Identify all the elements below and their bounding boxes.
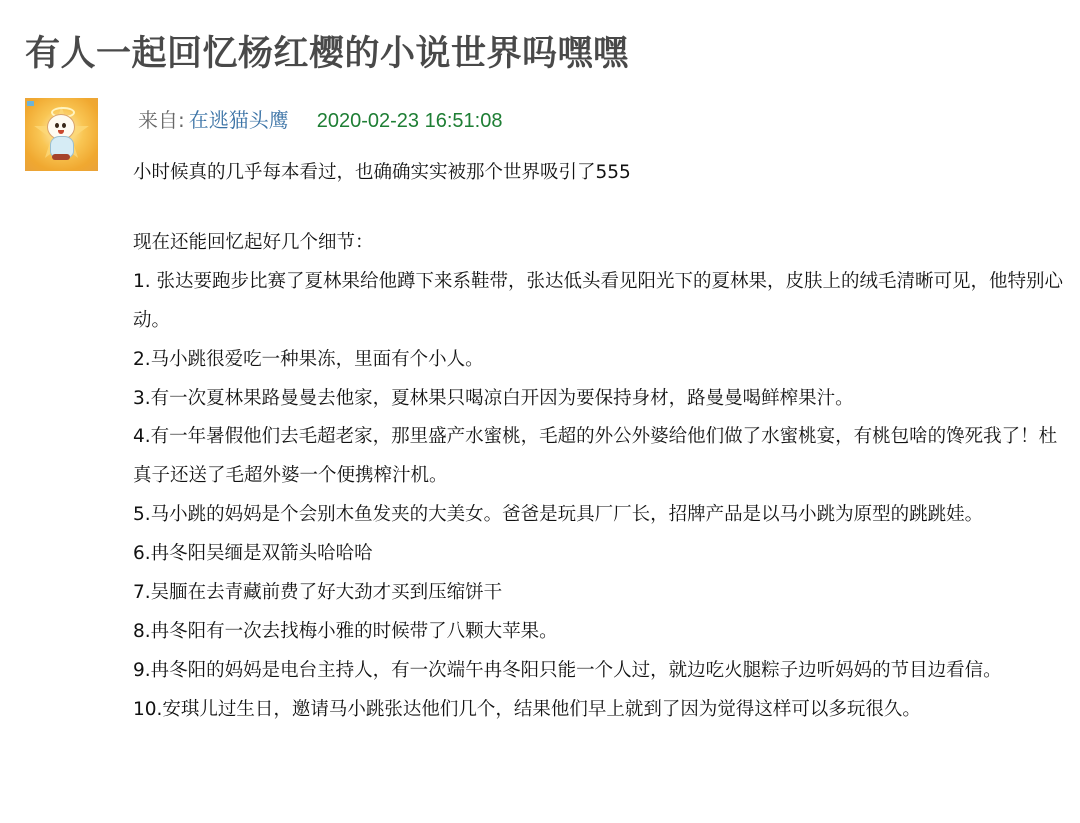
intro-paragraph: 小时候真的几乎每本看过，也确确实实被那个世界吸引了555 <box>133 162 631 183</box>
list-item-2: 2.马小跳很爱吃一种果冻，里面有个小人。 <box>133 348 484 370</box>
user-avatar[interactable] <box>25 98 98 171</box>
list-item-8: 8.冉冬阳有一次去找梅小雅的时候带了八颗大苹果。 <box>133 620 558 642</box>
lead-line: 现在还能回忆起好几个细节： <box>133 231 374 253</box>
eye-right <box>62 123 66 128</box>
paragraph-spacer <box>133 193 1068 224</box>
from-label: 来自: <box>138 108 185 132</box>
post-title: 有人一起回忆杨红樱的小说世界吗嘿嘿 <box>25 34 629 74</box>
list-item-5: 5.马小跳的妈妈是个会别木鱼发夹的大美女。爸爸是玩具厂厂长，招牌产品是以马小跳为原型的跳跳娃。 <box>133 504 984 526</box>
badge-mark-icon <box>27 101 34 106</box>
post-body <box>133 154 1068 730</box>
eye-left <box>55 123 59 128</box>
list-item-9: 9.冉冬阳的妈妈是电台主持人，有一次端午冉冬阳只能一个人过，就边吃火腿粽子边听妈妈的节目边看信。 <box>133 659 1002 681</box>
post-datetime: 2020-02-23 16:51:08 <box>316 110 503 132</box>
post-meta <box>138 106 502 135</box>
list-item-1: 1. 张达要跑步比赛了夏林果给他蹲下来系鞋带，张达低头看见阳光下的夏林果，皮肤上的绒毛清晰可见，他特别心动。 <box>133 270 1064 331</box>
list-item-10: 10.安琪儿过生日，邀请马小跳张达他们几个，结果他们早上就到了因为觉得这样可以多玩很久。 <box>133 698 921 720</box>
mouth <box>58 130 64 134</box>
list-item-3: 3.有一次夏林果路曼曼去他家，夏林果只喝凉白开因为要保持身材，路曼曼喝鲜榨果汁。 <box>133 387 854 409</box>
avatar-feet <box>52 154 70 160</box>
list-item-7: 7.吴腼在去青藏前费了好大劲才买到压缩饼干 <box>133 582 503 604</box>
list-item-4: 4.有一年暑假他们去毛超老家，那里盛产水蜜桃，毛超的外公外婆给他们做了水蜜桃宴，有桃包啥的馋死我了！杜真子还送了毛超外婆一个便携榨汁机。 <box>133 426 1058 487</box>
author-link[interactable]: 在逃猫头鹰 <box>188 108 289 132</box>
list-item-6: 6.冉冬阳吴缅是双箭头哈哈哈 <box>133 543 373 565</box>
